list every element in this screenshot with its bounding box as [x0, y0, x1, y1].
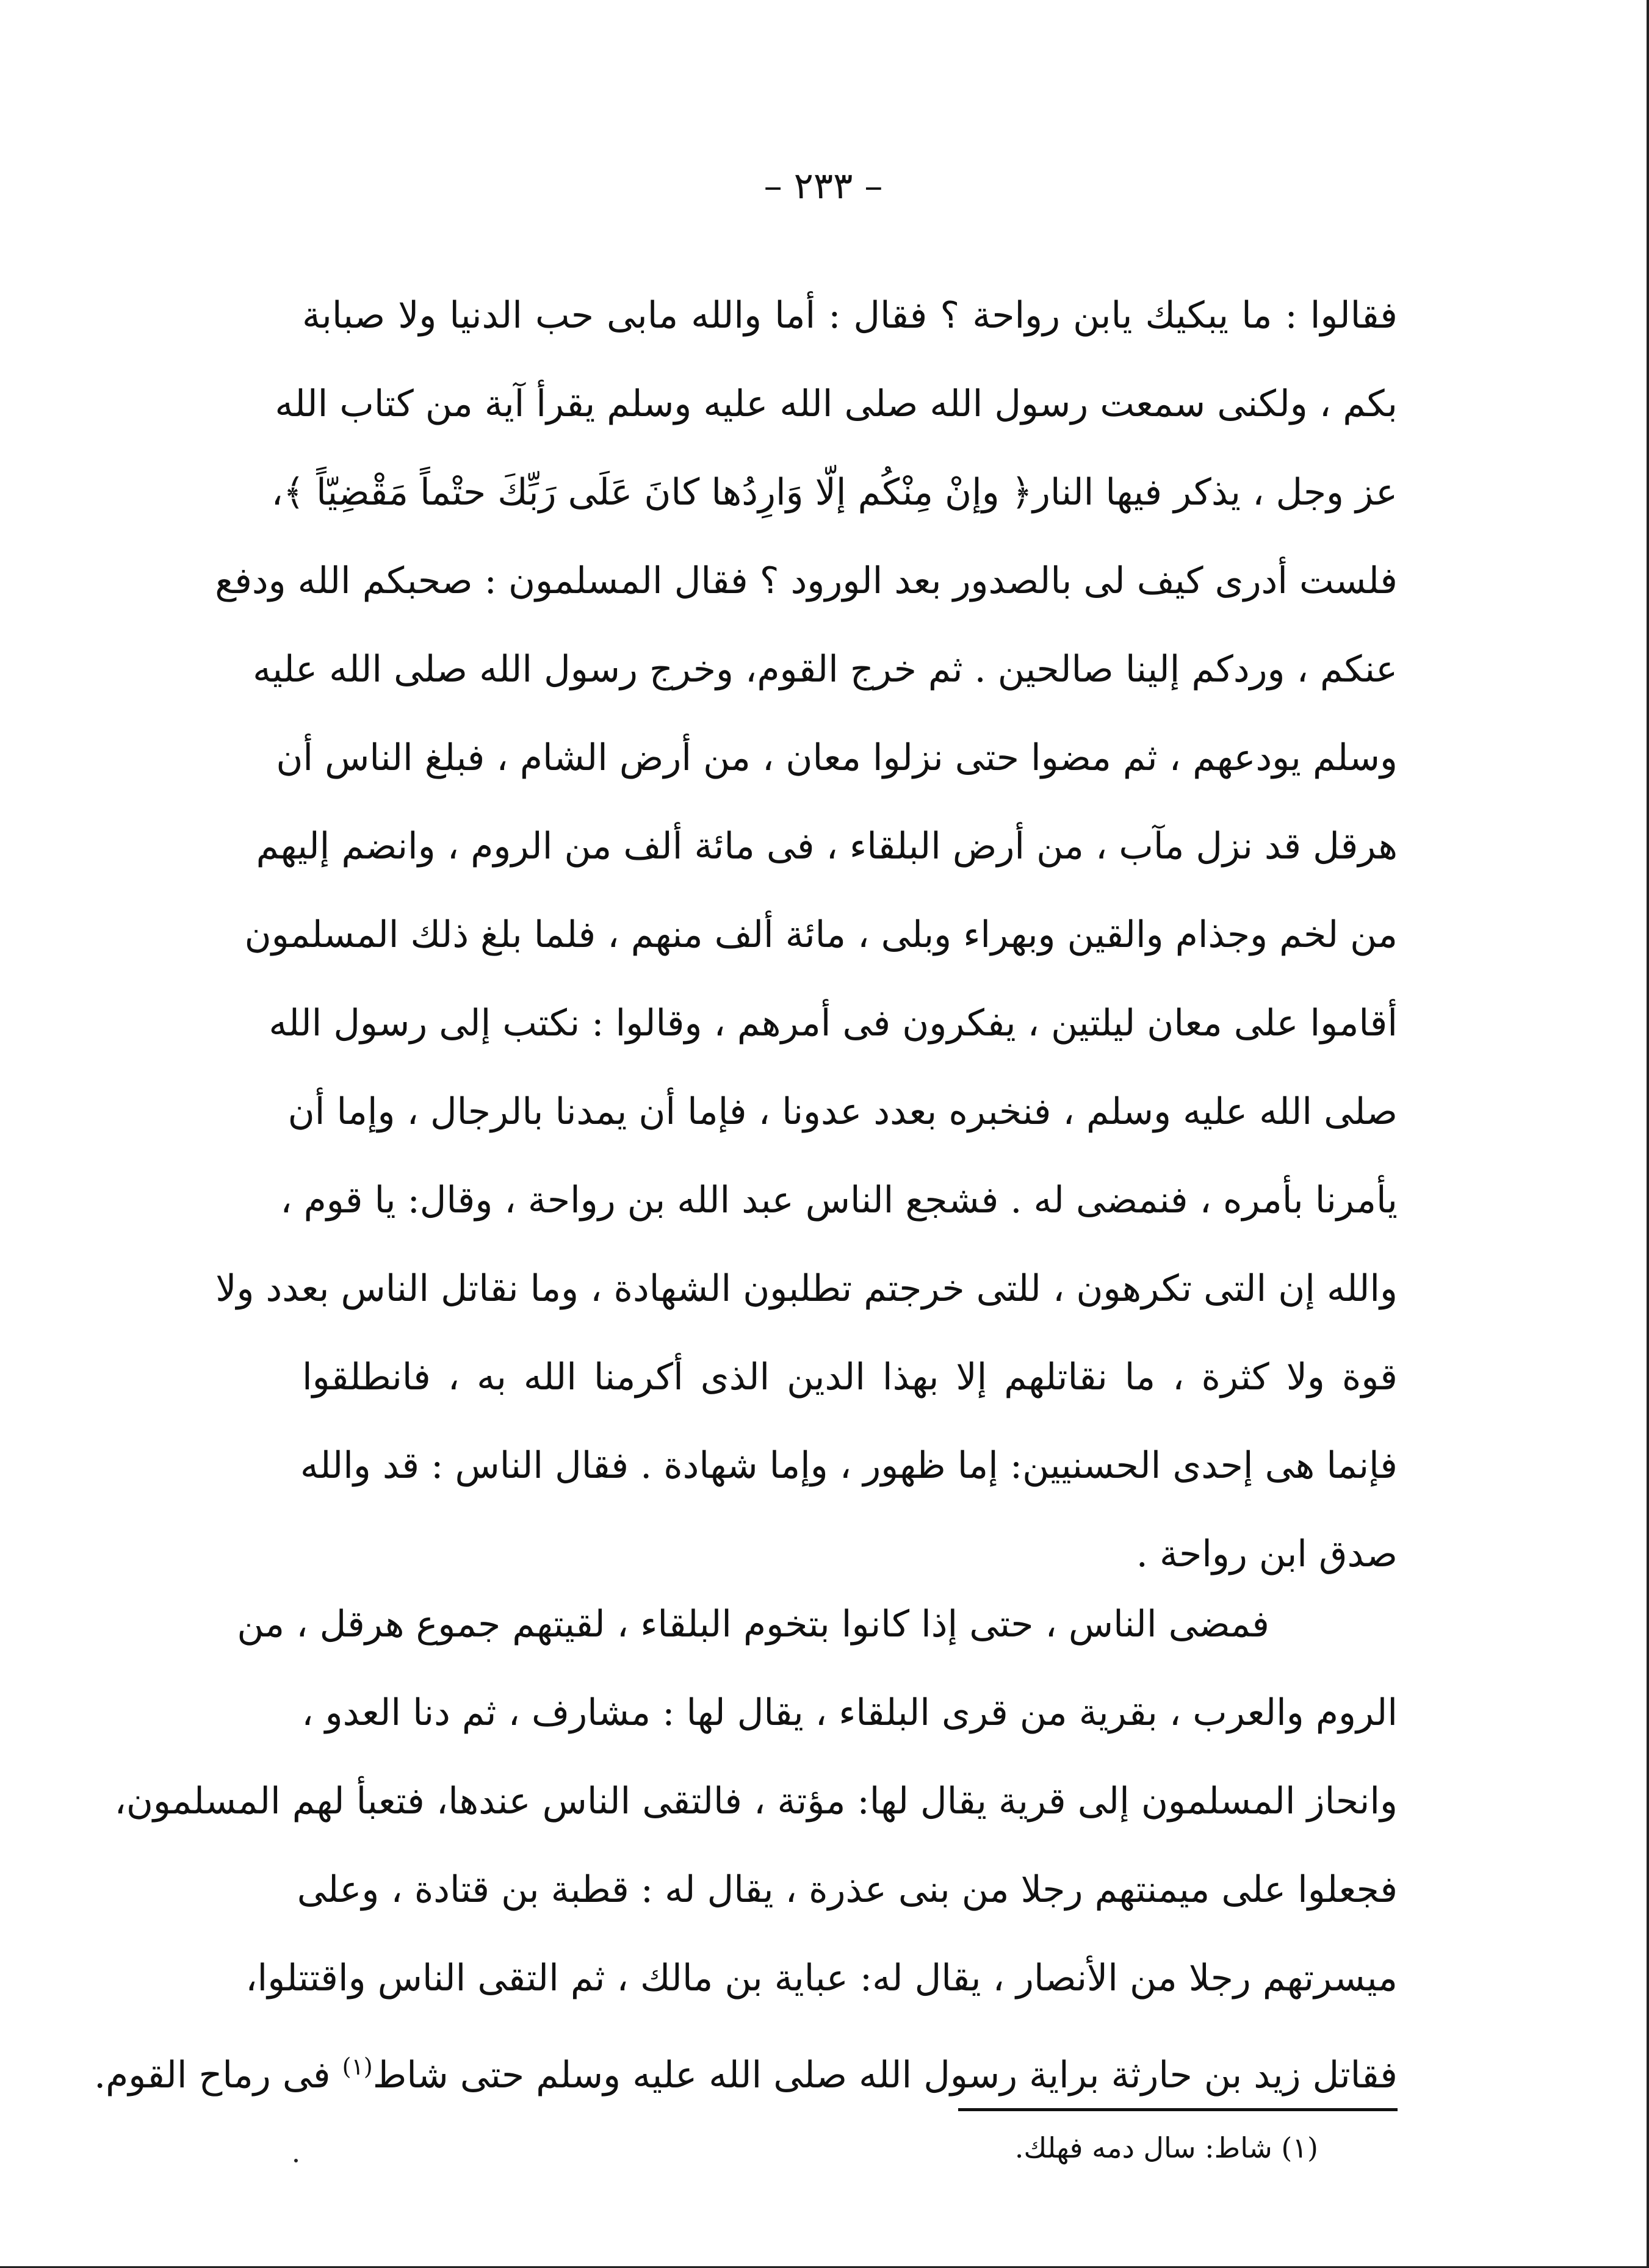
text-line: ميسرتهم رجلا من الأنصار ، يقال له: عباية بن مالك ، ثم التقى الناس واقتتلوا،	[245, 1957, 1398, 2000]
text-line: فمضى الناس ، حتى إذا كانوا بتخوم البلقاء ، لقيتهم جموع هرقل ، من	[237, 1603, 1269, 1646]
footnote: (١) شاط: سال دمه فهلك.	[1014, 2131, 1318, 2164]
text-line: صدق ابن رواحة .	[1136, 1533, 1398, 1575]
text-line: يأمرنا بأمره ، فنمضى له . فشجع الناس عبد الله بن رواحة ، وقال: يا قوم ،	[280, 1179, 1398, 1222]
text-line: عنكم ، وردكم إلينا صالحين . ثم خرج القوم، وخرج رسول الله صلى الله عليه	[253, 648, 1398, 691]
footnote-divider	[958, 2108, 1398, 2111]
paragraph-1	[215, 272, 1398, 1599]
text-line: فجعلوا على ميمنتهم رجلا من بنى عذرة ، يقال له : قطبة بن قتادة ، وعلى	[297, 1868, 1398, 1911]
text-line: وسلم يودعهم ، ثم مضوا حتى نزلوا معان ، من أرض الشام ، فبلغ الناس أن	[276, 736, 1398, 779]
text-line: وانحاز المسلمون إلى قرية يقال لها: مؤتة ، فالتقى الناس عندها، فتعبأ لهم المسلمون،	[114, 1780, 1398, 1823]
text-line: بكم ، ولكنى سمعت رسول الله صلى الله عليه وسلم يقرأ آية من كتاب الله	[275, 383, 1398, 425]
scan-speck	[294, 2159, 298, 2162]
text-line	[94, 2023, 1398, 2120]
text-line: هرقل قد نزل مآب ، من أرض البلقاء ، فى مائة ألف من الروم ، وانضم إليهم	[256, 825, 1398, 868]
text-line: أقاموا على معان ليلتين ، يفكرون فى أمرهم ، وقالوا : نكتب إلى رسول الله	[269, 1002, 1398, 1045]
text-line: عز وجل ، يذكر فيها النار﴿ وإنْ مِنْكُم إلّا وَارِدُها كانَ عَلَى رَبِّكَ حتْماً مَقْضِيّاً ﴾،	[271, 471, 1398, 514]
footnote-marker: (١)	[342, 2053, 373, 2080]
text-line: فقالوا : ما يبكيك يابن رواحة ؟ فقال : أما والله مابى حب الدنيا ولا صبابة	[302, 294, 1398, 337]
text-line: صلى الله عليه وسلم ، فنخبره بعدد عدونا ، فإما أن يمدنا بالرجال ، وإما أن	[287, 1090, 1398, 1133]
text-line: الروم والعرب ، بقرية من قرى البلقاء ، يقال لها : مشارف ، ثم دنا العدو ،	[301, 1691, 1398, 1734]
paragraph-2	[94, 1580, 1398, 2120]
text-line: قوة ولا كثرة ، ما نقاتلهم إلا بهذا الدين الذى أكرمنا الله به ، فانطلقوا	[302, 1356, 1398, 1399]
text-fragment: فقاتل زيد بن حارثة براية رسول الله صلى الله عليه وسلم حتى شاط	[372, 2054, 1398, 2097]
page-number: – ٢٣٣ –	[763, 165, 883, 207]
text-line: من لخم وجذام والقين وبهراء وبلى ، مائة ألف منهم ، فلما بلغ ذلك المسلمون	[244, 913, 1398, 956]
text-line: فإنما هى إحدى الحسنيين: إما ظهور ، وإما شهادة . فقال الناس : قد والله	[300, 1444, 1398, 1487]
text-line: والله إن التى تكرهون ، للتى خرجتم تطلبون الشهادة ، وما نقاتل الناس بعدد ولا	[215, 1267, 1398, 1310]
text-line: فلست أدرى كيف لى بالصدور بعد الورود ؟ فقال المسلمون : صحبكم الله ودفع	[215, 560, 1398, 602]
text-fragment: فى رماح القوم.	[94, 2054, 331, 2097]
